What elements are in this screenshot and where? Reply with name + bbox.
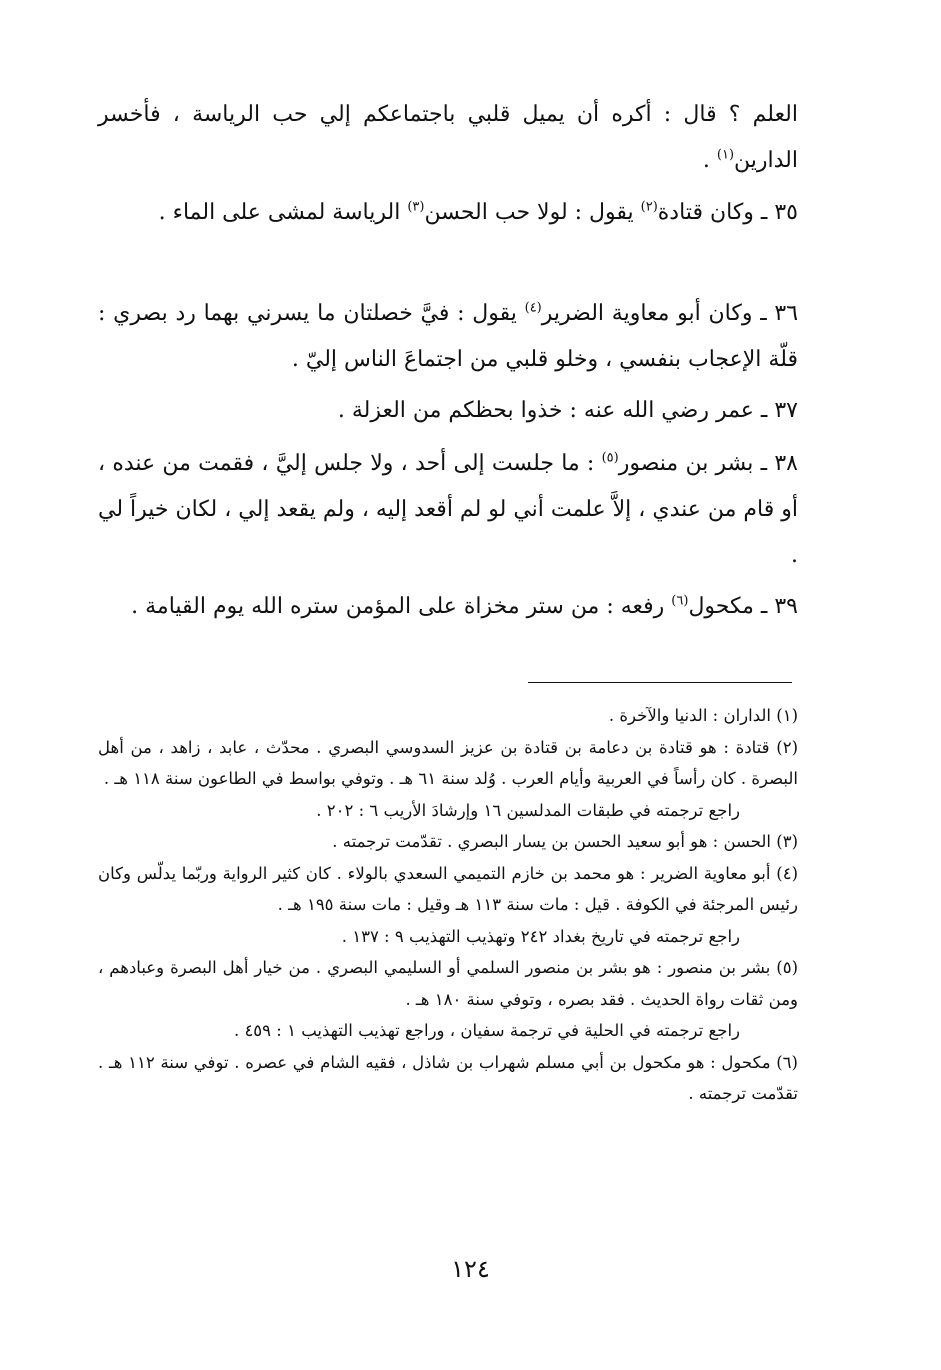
footnote-marker: (١) [716,147,735,163]
footnote-2: (٢) قتادة : هو قتادة بن دعامة بن قتادة بن عزيز السدوسي البصري . محدّث ، عابد ، زاهد ، من أهل البصرة . كان رأساً في العربية وأيام العرب . وُلد سنة ٦١ هـ . وتوفي بواسط في الطاعون سنة ١١٨ هـ . [98,737,798,788]
paragraph-text: يقول : فيَّ خصلتان ما يسرني بهما رد بصري : قلّة الإعجاب بنفسي ، وخلو قلبي من اجتماعَ الناس إليّ . [98,301,798,372]
paragraph-text: ٣٧ ـ عمر رضي الله عنه : خذوا بحظكم من العزلة . [337,398,798,423]
footnote-5-reference: راجع ترجمته في الحلية في ترجمة سفيان ، وراجع تهذيب التهذيب ١ : ٤٥٩ . [233,1021,740,1040]
paragraph-text: ٣٦ ـ وكان أبو معاوية الضرير [541,301,799,326]
footnote-2-reference: راجع ترجمته في طبقات المدلسين ١٦ وإرشادَ الأريب ٦ : ٢٠٢ . [316,800,740,820]
footnote-divider [528,682,792,683]
paragraph-text: ٣٨ ـ بشر بن منصور [618,451,798,476]
paragraph-text: رفعه : من ستر مخزاة على المؤمن ستره الله يوم القيامة . [131,594,672,619]
footnote-6: (٦) مكحول : هو مكحول بن أبي مسلم شهراب بن شاذل ، فقيه الشام في عصره . توفي سنة ١١٢ هـ . تقدّمت ترجمته . [98,1052,798,1103]
paragraph-35 [98,190,798,236]
footnote-4-reference: راجع ترجمته في تاريخ بغداد ٢٤٢ وتهذيب التهذيب ٩ : ١٣٧ . [341,926,740,946]
paragraph-39 [98,584,798,630]
footnote-1: (١) الداران : الدنيا والآخرة . [608,706,798,725]
footnote-marker: (٣) [407,199,425,215]
footnote-4: (٤) أبو معاوية الضرير : هو محمد بن خازم التميمي السعدي بالولاء . كان كثير الرواية وربّما يدلّس وكان رئيس المرجئة في الكوفة . قيل : مات سنة ١١٣ هـ وقيل : مات سنة ١٩٥ هـ . [98,863,798,914]
footnote-marker: (٤) [524,300,542,316]
paragraph-text: يقول : لولا حب الحسن [424,200,641,225]
footnote-5: (٥) بشر بن منصور : هو بشر بن منصور السلمي أو السليمي البصري . من خيار أهل البصرة وعبادهم ، ومن ثقات رواة الحديث . فقد بصره ، وتوفي سنة ١٨٠ هـ . [98,958,798,1009]
paragraph-continuation [98,92,798,184]
footnote-marker: (٦) [671,593,689,609]
paragraph-text: . [702,148,717,173]
paragraph-text: ٣٩ ـ مكحول [688,594,798,619]
footnotes-section [98,700,798,1110]
page-number: ١٢٤ [451,1255,490,1283]
footnote-3: (٣) الحسن : هو أبو سعيد الحسن بن يسار البصري . تقدّمت ترجمته . [332,832,798,851]
paragraph-37 [98,388,798,434]
paragraph-text: العلم ؟ قال : أكره أن يميل قلبي باجتماعكم إلي حب الرياسة ، فأخسر الدارين [98,102,798,173]
paragraph-38 [98,441,798,579]
footnote-marker: (٢) [640,199,658,215]
paragraph-text: الرياسة لمشى على الماء . [158,200,408,225]
footnote-marker: (٥) [601,450,619,466]
paragraph-36 [98,291,798,383]
paragraph-text: : ما جلست إلى أحد ، ولا جلس إليَّ ، فقمت من عنده ، أو قام من عندي ، إلاَّ علمت أني لو لم أقعد إليه ، ولم يقعد إلي ، لكان خيراً لي . [97,451,798,568]
paragraph-text: ٣٥ ـ وكان قتادة [657,200,798,225]
